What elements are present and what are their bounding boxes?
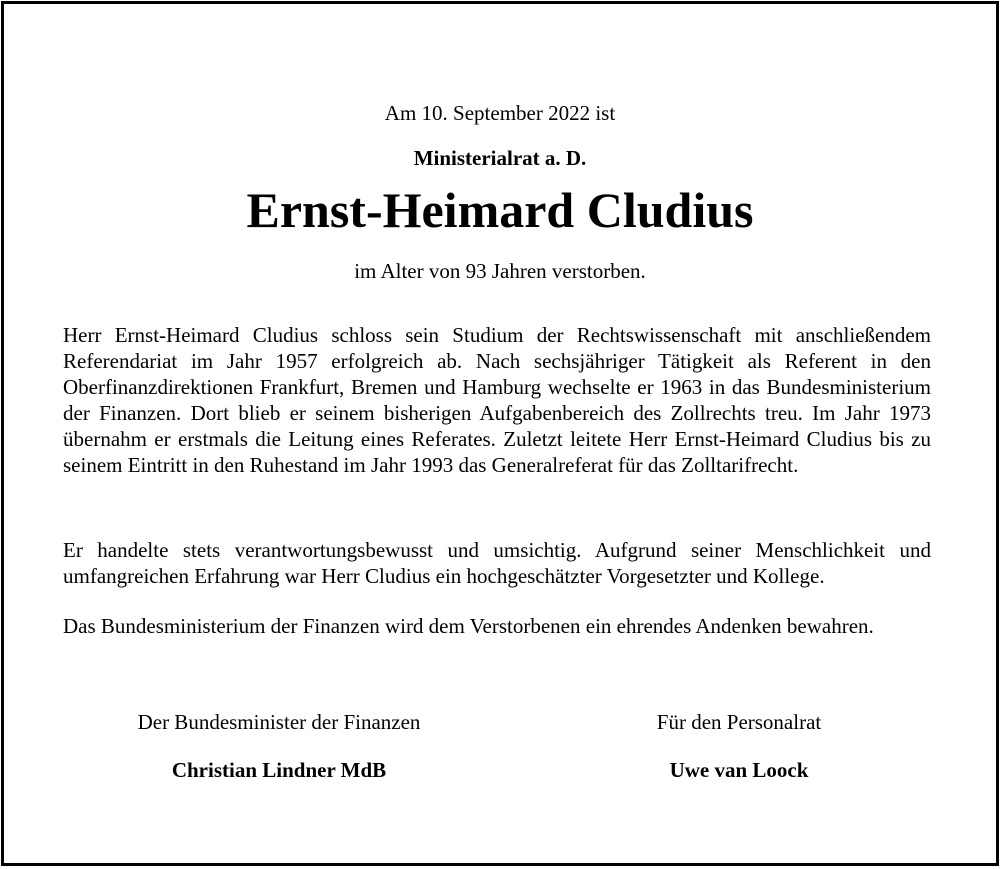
intro-line: Am 10. September 2022 ist: [384, 101, 616, 125]
deceased-title: Ministerialrat a. D.: [413, 146, 587, 170]
signature-role: Für den Personalrat: [656, 710, 822, 734]
tribute-paragraph: Er handelte stets verantwortungsbewusst und umsichtig. Aufgrund seiner Menschlichkeit und umfangreichen Erfahrung war Herr Cludius ein hochgeschätzter Vorgesetzter und Kollege.: [63, 538, 931, 588]
signature-name: Christian Lindner MdB: [171, 758, 387, 782]
obituary-notice: [1, 1, 999, 866]
signature-minister: [99, 709, 459, 783]
remembrance-paragraph: Das Bundesministerium der Finanzen wird dem Verstorbenen ein ehrendes Andenken bewahren.: [63, 614, 874, 638]
deceased-name: Ernst-Heimard Cludius: [246, 182, 754, 238]
career-paragraph: Herr Ernst-Heimard Cludius schloss sein Studium der Rechtswissenschaft mit anschließendem Referendariat im Jahr 1957 erfolgreich ab. Nach sechsjähriger Tätigkeit als Referent in den Oberfinanzdirektionen Frankfurt, Bremen und Hamburg wechselte er 1963 in das Bundesministerium der Finanzen. Dort blieb er seinem bisherigen Aufgabenbereich des Zollrechts treu. Im Jahr 1973 übernahm er erstmals die Leitung eines Referates. Zuletzt leitete Herr Ernst-Heimard Cludius bis zu seinem Eintritt in den Ruhestand im Jahr 1993 das Generalreferat für das Zolltarifrecht.: [63, 323, 931, 477]
age-line: im Alter von 93 Jahren verstorben.: [354, 259, 646, 283]
signature-staff-council: [559, 709, 919, 783]
signature-role: Der Bundesminister der Finanzen: [137, 710, 421, 734]
signature-name: Uwe van Loock: [669, 758, 809, 782]
